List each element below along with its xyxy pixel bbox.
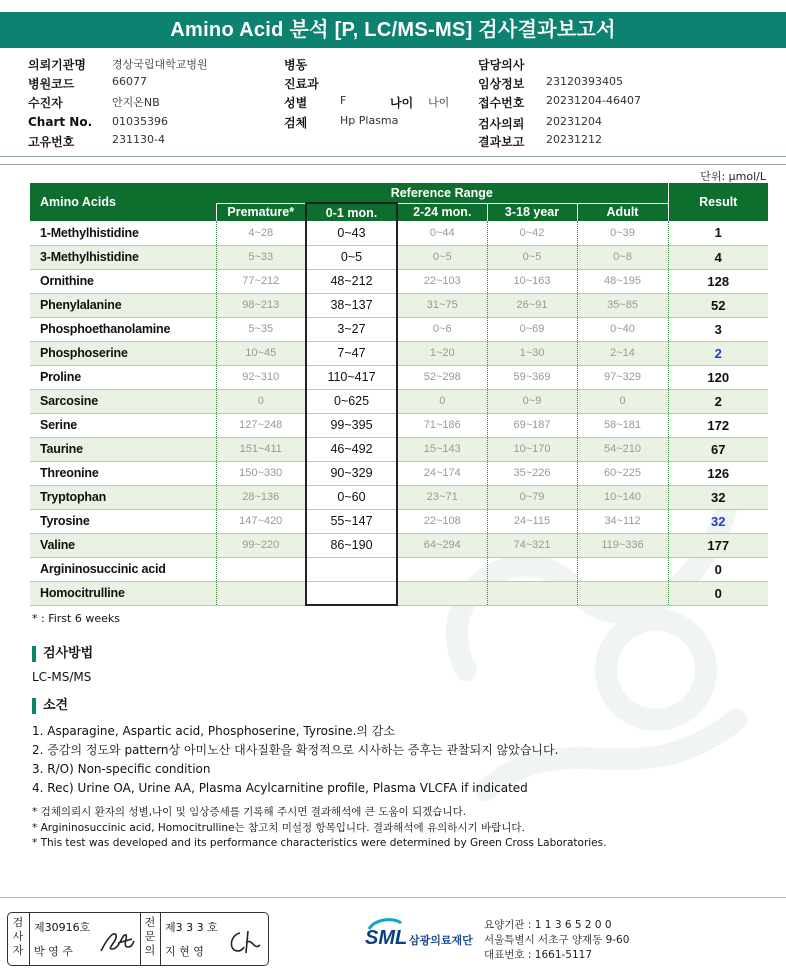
label-report-date: 결과보고 xyxy=(478,135,525,149)
header-premature: Premature* xyxy=(216,203,306,221)
header-adult: Adult xyxy=(577,203,668,221)
value-sex: F xyxy=(340,94,347,107)
value-hospital: 경상국립대학교병원 xyxy=(112,58,208,71)
reference-range-cell: 0~40 xyxy=(577,317,668,341)
result-value: 67 xyxy=(668,437,768,461)
label-clinical-info: 임상정보 xyxy=(478,77,525,91)
reference-range-cell xyxy=(216,581,306,605)
finding-item: 3. R/O) Non-specific condition xyxy=(32,762,211,776)
reference-range-cell: 0 xyxy=(216,389,306,413)
reference-range-cell: 58~181 xyxy=(577,413,668,437)
amino-acid-name: Serine xyxy=(30,413,216,437)
reference-range-cell: 55~147 xyxy=(306,509,397,533)
amino-acid-name: Ornithine xyxy=(30,269,216,293)
reference-range-cell: 90~329 xyxy=(306,461,397,485)
reference-range-cell: 48~212 xyxy=(306,269,397,293)
org-name: 삼광의료재단 xyxy=(409,934,473,947)
label-sex: 성별 xyxy=(284,96,308,110)
table-row xyxy=(30,389,768,413)
table-row xyxy=(30,413,768,437)
reference-range-cell: 0~69 xyxy=(487,317,577,341)
label-ward: 병동 xyxy=(284,58,308,72)
reference-range-cell: 119~336 xyxy=(577,533,668,557)
reference-range-cell: 34~112 xyxy=(577,509,668,533)
reference-range-cell: 5~35 xyxy=(216,317,306,341)
value-report-date: 20231212 xyxy=(546,133,602,146)
reference-range-cell: 92~310 xyxy=(216,365,306,389)
examiner-name: 박 영 주 xyxy=(34,945,73,958)
signature-box xyxy=(7,912,269,966)
reference-range-cell: 0~5 xyxy=(487,245,577,269)
result-value: 0 xyxy=(668,581,768,605)
reference-range-cell: 10~140 xyxy=(577,485,668,509)
value-request-date: 20231204 xyxy=(546,115,602,128)
amino-acid-name: 1-Methylhistidine xyxy=(30,221,216,245)
reference-range-cell: 0~6 xyxy=(397,317,487,341)
result-value: 120 xyxy=(668,365,768,389)
result-value: 52 xyxy=(668,293,768,317)
reference-range-cell: 74~321 xyxy=(487,533,577,557)
reference-range-cell: 0~44 xyxy=(397,221,487,245)
amino-acid-name: Proline xyxy=(30,365,216,389)
reference-range-cell: 60~225 xyxy=(577,461,668,485)
amino-acid-name: Tyrosine xyxy=(30,509,216,533)
result-value: 126 xyxy=(668,461,768,485)
amino-acid-name: Sarcosine xyxy=(30,389,216,413)
reference-range-cell: 0~9 xyxy=(487,389,577,413)
reference-range-cell: 86~190 xyxy=(306,533,397,557)
reference-range-cell: 0~39 xyxy=(577,221,668,245)
reference-range-cell: 7~47 xyxy=(306,341,397,365)
reference-range-cell: 26~91 xyxy=(487,293,577,317)
reference-range-cell: 2~14 xyxy=(577,341,668,365)
result-value: 32 xyxy=(668,509,768,533)
header-result: Result xyxy=(668,183,768,221)
table-row xyxy=(30,581,768,605)
header-2-24-mon: 2-24 mon. xyxy=(397,203,487,221)
unit-label: 단위: µmol/L xyxy=(700,170,766,183)
reference-range-cell xyxy=(306,557,397,581)
reference-range-cell xyxy=(487,581,577,605)
result-value: 172 xyxy=(668,413,768,437)
reference-range-cell: 0 xyxy=(577,389,668,413)
reference-range-cell: 0~43 xyxy=(306,221,397,245)
reference-range-cell: 52~298 xyxy=(397,365,487,389)
specialist-label: 전문의 xyxy=(144,916,156,957)
finding-item: 4. Rec) Urine OA, Urine AA, Plasma Acylcarnitine profile, Plasma VLCFA if indicated xyxy=(32,781,528,795)
table-row xyxy=(30,437,768,461)
notes xyxy=(32,805,606,852)
note-item: * This test was developed and its performance characteristics were determined by Green Cross Laboratories. xyxy=(32,837,607,849)
reference-range-cell xyxy=(397,581,487,605)
header-amino-acids: Amino Acids xyxy=(30,183,216,221)
reference-range-cell: 24~174 xyxy=(397,461,487,485)
reference-range-cell: 59~369 xyxy=(487,365,577,389)
reference-range-cell: 3~27 xyxy=(306,317,397,341)
divider xyxy=(0,156,786,157)
amino-acid-name: Phenylalanine xyxy=(30,293,216,317)
label-receipt-no: 접수번호 xyxy=(478,96,525,110)
header-reference-range: Reference Range xyxy=(216,183,668,203)
result-value: 0 xyxy=(668,557,768,581)
result-value: 3 xyxy=(668,317,768,341)
label-chart-no: Chart No. xyxy=(28,115,93,129)
reference-range-cell: 0~8 xyxy=(577,245,668,269)
reference-range-cell: 35~226 xyxy=(487,461,577,485)
table-row xyxy=(30,461,768,485)
result-value: 128 xyxy=(668,269,768,293)
findings-list xyxy=(32,722,558,798)
table-row xyxy=(30,317,768,341)
reference-range-cell: 97~329 xyxy=(577,365,668,389)
reference-range-cell: 0~5 xyxy=(397,245,487,269)
finding-item: 2. 증감의 정도와 pattern상 아미노산 대사질환을 확정적으로 시사하는 증후는 관찰되지 않았습니다. xyxy=(32,743,559,757)
reference-range-cell: 23~71 xyxy=(397,485,487,509)
table-row xyxy=(30,341,768,365)
amino-acid-name: Threonine xyxy=(30,461,216,485)
table-row xyxy=(30,557,768,581)
reference-range-cell: 10~45 xyxy=(216,341,306,365)
reference-range-cell: 64~294 xyxy=(397,533,487,557)
divider xyxy=(0,164,786,165)
specialist-name: 지 현 영 xyxy=(165,945,204,958)
value-specimen: Hp Plasma xyxy=(340,114,399,127)
amino-acid-name: Phosphoserine xyxy=(30,341,216,365)
examiner-license-no: 제30916호 xyxy=(34,921,91,934)
reference-range-cell: 0~79 xyxy=(487,485,577,509)
label-department: 진료과 xyxy=(284,77,319,91)
method-text: LC-MS/MS xyxy=(32,670,92,684)
label-unique-no: 고유번호 xyxy=(28,135,75,149)
reference-range-cell: 69~187 xyxy=(487,413,577,437)
reference-range-cell: 38~137 xyxy=(306,293,397,317)
reference-range-cell: 1~30 xyxy=(487,341,577,365)
value-unique-no: 231130-4 xyxy=(112,133,165,146)
table-row xyxy=(30,245,768,269)
reference-range-cell xyxy=(577,557,668,581)
result-value: 32 xyxy=(668,485,768,509)
specialist-license-no: 제3 3 3 호 xyxy=(165,921,218,934)
reference-range-cell: 15~143 xyxy=(397,437,487,461)
reference-range-cell: 110~417 xyxy=(306,365,397,389)
reference-range-cell: 5~33 xyxy=(216,245,306,269)
org-line: 서울특별시 서초구 양재동 9-60 xyxy=(484,934,630,946)
reference-range-cell: 10~163 xyxy=(487,269,577,293)
amino-acid-name: Homocitrulline xyxy=(30,581,216,605)
patient-info xyxy=(28,56,768,150)
value-hospital-code: 66077 xyxy=(112,75,147,88)
value-age: 나이 xyxy=(428,96,450,109)
reference-range-cell: 99~220 xyxy=(216,533,306,557)
org-line: 요양기관 : 1 1 3 6 5 2 0 0 xyxy=(484,919,612,931)
result-value: 1 xyxy=(668,221,768,245)
label-hospital-code: 병원코드 xyxy=(28,77,75,91)
reference-range-cell: 24~115 xyxy=(487,509,577,533)
examiner-label: 검사자 xyxy=(12,916,24,957)
reference-range-cell: 0~625 xyxy=(306,389,397,413)
section-title-method: 검사방법 xyxy=(32,646,93,662)
value-patient: 안지온NB xyxy=(112,96,160,109)
reference-range-cell: 1~20 xyxy=(397,341,487,365)
examiner-signature xyxy=(98,927,136,957)
result-value: 2 xyxy=(668,341,768,365)
reference-range-cell: 127~248 xyxy=(216,413,306,437)
reference-range-cell: 151~411 xyxy=(216,437,306,461)
table-row xyxy=(30,221,768,245)
results-table xyxy=(30,183,768,606)
reference-range-cell: 147~420 xyxy=(216,509,306,533)
table-row xyxy=(30,533,768,557)
label-request-date: 검사의뢰 xyxy=(478,117,525,131)
reference-range-cell: 4~28 xyxy=(216,221,306,245)
header-3-18-year: 3-18 year xyxy=(487,203,577,221)
report-title: Amino Acid 분석 [P, LC/MS-MS] 검사결과보고서 xyxy=(0,12,786,48)
table-row xyxy=(30,509,768,533)
result-value: 177 xyxy=(668,533,768,557)
amino-acid-name: Tryptophan xyxy=(30,485,216,509)
label-patient: 수진자 xyxy=(28,96,63,110)
reference-range-cell: 46~492 xyxy=(306,437,397,461)
amino-acid-name: Phosphoethanolamine xyxy=(30,317,216,341)
reference-range-cell: 0~5 xyxy=(306,245,397,269)
reference-range-cell: 35~85 xyxy=(577,293,668,317)
value-chart-no: 01035396 xyxy=(112,115,168,128)
reference-range-cell: 22~103 xyxy=(397,269,487,293)
label-age: 나이 xyxy=(390,96,414,110)
reference-range-cell: 98~213 xyxy=(216,293,306,317)
reference-range-cell xyxy=(216,557,306,581)
note-item: * Argininosuccinic acid, Homocitrulline는 참고치 미설정 항목입니다. 결과해석에 유의하시기 바랍니다. xyxy=(32,821,525,834)
label-hospital: 의뢰기관명 xyxy=(28,58,86,72)
specialist-signature xyxy=(226,927,264,957)
label-specimen: 검체 xyxy=(284,116,308,130)
amino-acid-name: 3-Methylhistidine xyxy=(30,245,216,269)
table-row xyxy=(30,485,768,509)
reference-range-cell: 0 xyxy=(397,389,487,413)
result-value: 4 xyxy=(668,245,768,269)
reference-range-cell: 54~210 xyxy=(577,437,668,461)
reference-range-cell: 28~136 xyxy=(216,485,306,509)
reference-range-cell xyxy=(397,557,487,581)
reference-range-cell: 150~330 xyxy=(216,461,306,485)
reference-range-cell: 48~195 xyxy=(577,269,668,293)
value-receipt-no: 20231204-46407 xyxy=(546,94,641,107)
reference-range-cell xyxy=(577,581,668,605)
reference-range-cell: 31~75 xyxy=(397,293,487,317)
result-value: 2 xyxy=(668,389,768,413)
reference-range-cell: 71~186 xyxy=(397,413,487,437)
note-item: * 검체의뢰시 환자의 성별,나이 및 임상증세를 기록해 주시면 결과해석에 큰 도움이 되겠습니다. xyxy=(32,806,467,818)
reference-range-cell: 22~108 xyxy=(397,509,487,533)
header-0-1-mon: 0-1 mon. xyxy=(306,203,397,221)
label-physician: 담당의사 xyxy=(478,58,525,72)
section-title-findings: 소견 xyxy=(32,698,68,714)
finding-item: 1. Asparagine, Aspartic acid, Phosphoserine, Tyrosine.의 감소 xyxy=(32,724,395,738)
reference-range-cell: 99~395 xyxy=(306,413,397,437)
logo-text: SML xyxy=(365,927,408,949)
table-row xyxy=(30,269,768,293)
reference-range-cell xyxy=(306,581,397,605)
org-line: 대표번호 : 1661-5117 xyxy=(484,949,593,961)
amino-acid-name: Taurine xyxy=(30,437,216,461)
table-row xyxy=(30,293,768,317)
reference-range-cell: 10~170 xyxy=(487,437,577,461)
reference-range-cell: 77~212 xyxy=(216,269,306,293)
reference-range-cell xyxy=(487,557,577,581)
footnote-premature: * : First 6 weeks xyxy=(32,612,120,625)
amino-acid-name: Argininosuccinic acid xyxy=(30,557,216,581)
divider xyxy=(0,897,786,898)
table-row xyxy=(30,365,768,389)
value-clinical-info: 23120393405 xyxy=(546,75,623,88)
reference-range-cell: 0~42 xyxy=(487,221,577,245)
reference-range-cell: 0~60 xyxy=(306,485,397,509)
org-address xyxy=(484,918,629,963)
amino-acid-name: Valine xyxy=(30,533,216,557)
